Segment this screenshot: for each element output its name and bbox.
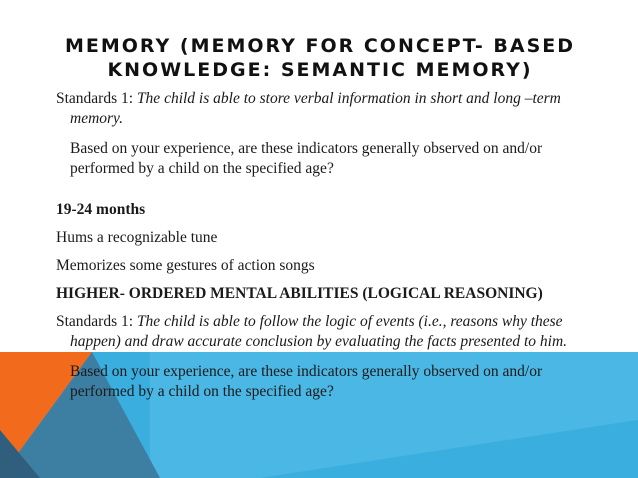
standard-1-text: The child is able to store verbal information in short and long –term memory. [70, 90, 561, 127]
age-group-heading: 19-24 months [56, 201, 146, 218]
standard-1-label: Standards 1: [56, 90, 137, 107]
standard-2 [56, 312, 604, 352]
standard-1 [56, 89, 604, 129]
section-2-heading: HIGHER- ORDERED MENTAL ABILITIES (LOGICAL REASONING) [56, 285, 543, 302]
indicator-1: Hums a recognizable tune [56, 229, 218, 246]
slide-title [60, 34, 580, 82]
standard-2-label: Standards 1: [56, 313, 137, 330]
indicator-2: Memorizes some gestures of action songs [56, 257, 315, 274]
question-2: Based on your experience, are these indicators generally observed on and/or performed by a child on the specified age? [70, 363, 543, 400]
slide-title-line-2: KNOWLEDGE: SEMANTIC MEMORY) [107, 59, 533, 81]
slide-title-line-1: MEMORY (MEMORY FOR CONCEPT- BASED [64, 35, 575, 57]
standard-2-text: The child is able to follow the logic of events (i.e., reasons why these happen) and draw accurate conclusion by evaluating the facts presented to him. [70, 313, 568, 350]
slide-body [56, 89, 604, 412]
spacer [56, 189, 604, 200]
question-1: Based on your experience, are these indicators generally observed on and/or performed by a child on the specified age? [70, 140, 543, 177]
